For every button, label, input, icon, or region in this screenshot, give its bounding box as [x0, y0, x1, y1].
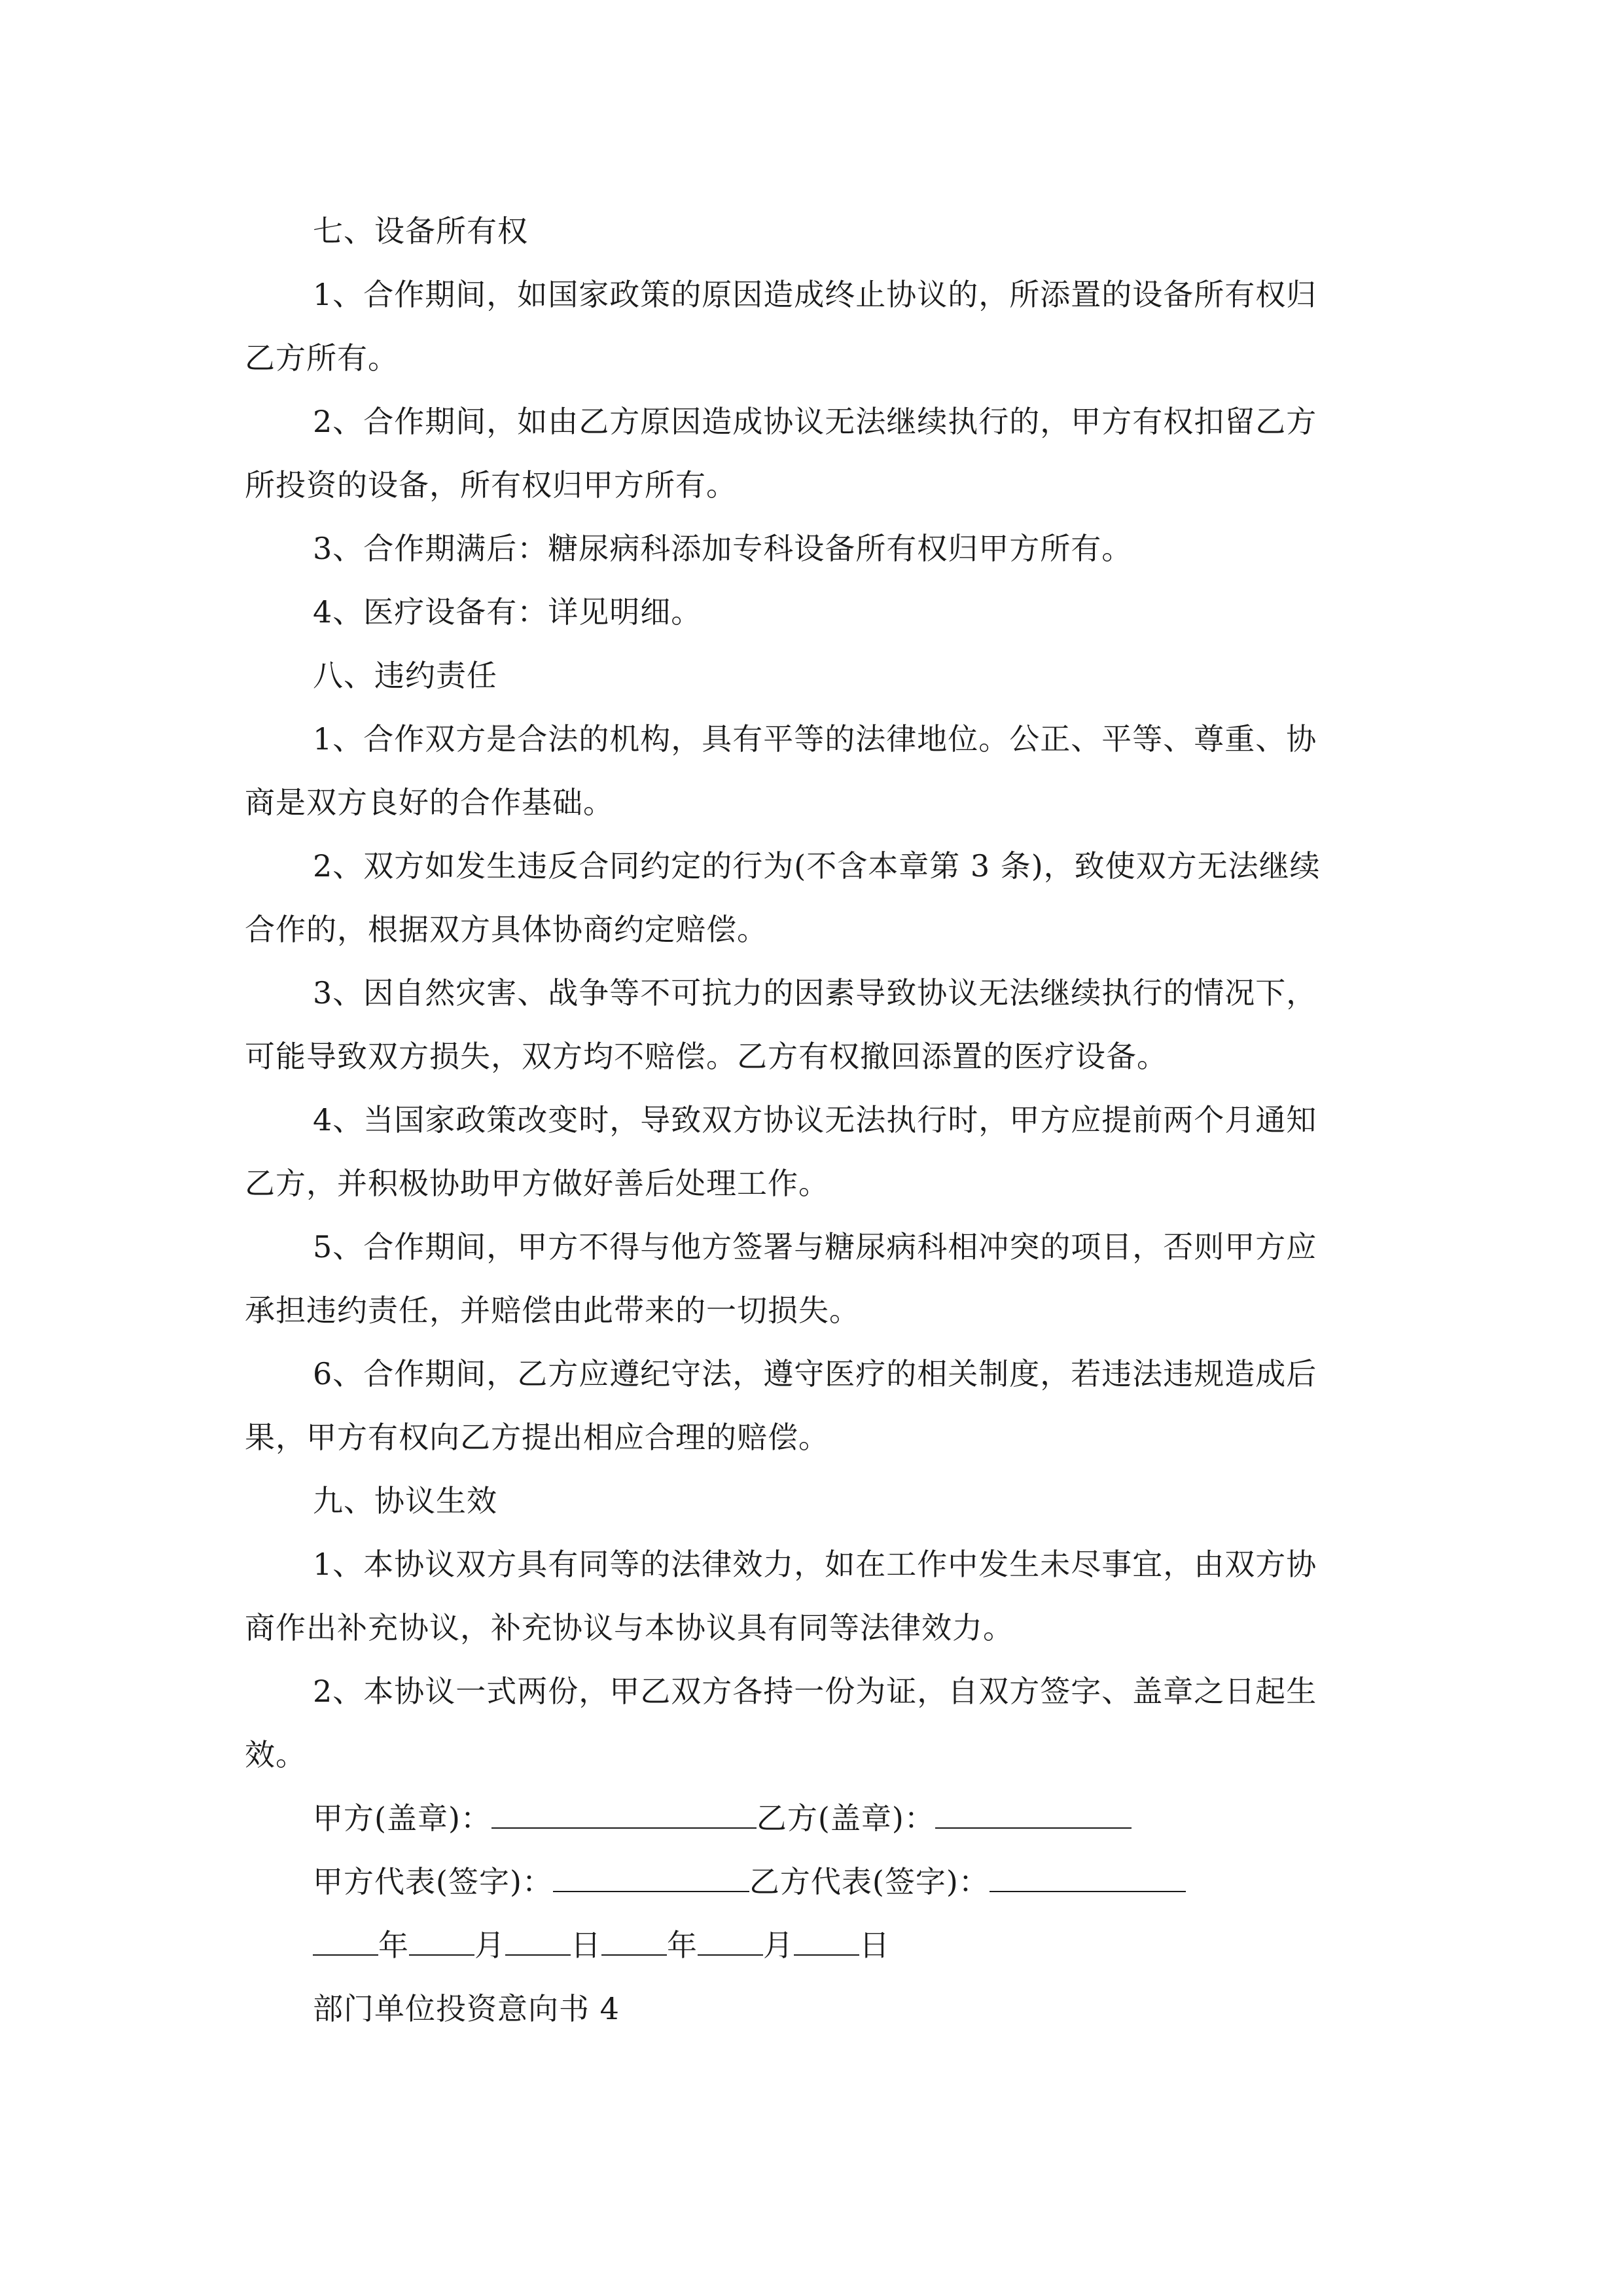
- section-heading: 九、协议生效: [313, 1483, 497, 1518]
- paragraph-line: 2、本协议一式两份，甲乙双方各持一份为证，自双方签字、盖章之日起生: [313, 1674, 1317, 1709]
- year-label: 年: [667, 1928, 698, 1963]
- paragraph-line: 3、合作期满后：糖尿病科添加专科设备所有权归甲方所有。: [313, 531, 1133, 566]
- paragraph-line: 4、医疗设备有：详见明细。: [313, 594, 702, 630]
- paragraph-line: 5、合作期间，甲方不得与他方签署与糖尿病科相冲突的项目，否则甲方应: [313, 1229, 1317, 1265]
- paragraph-line: 可能导致双方损失，双方均不赔偿。乙方有权撤回添置的医疗设备。: [245, 1039, 1168, 1074]
- paragraph-line: 6、合作期间，乙方应遵纪守法，遵守医疗的相关制度，若违法违规造成后: [313, 1356, 1317, 1391]
- paragraph-line: 3、因自然灾害、战争等不可抗力的因素导致协议无法继续执行的情况下，: [313, 975, 1317, 1011]
- paragraph-line: 1、本协议双方具有同等的法律效力，如在工作中发生未尽事宜，由双方协: [313, 1547, 1317, 1582]
- month-label: 月: [474, 1928, 505, 1963]
- day-label: 日: [859, 1928, 890, 1963]
- party-a-seal-field[interactable]: [491, 1801, 757, 1829]
- paragraph-line: 商作出补充协议，补充协议与本协议具有同等法律效力。: [245, 1610, 1014, 1645]
- party-b-month-field[interactable]: [698, 1928, 763, 1956]
- party-b-seal-label: 乙方(盖章)：: [756, 1801, 935, 1836]
- party-b-rep-field[interactable]: [990, 1865, 1186, 1892]
- month-label: 月: [763, 1928, 794, 1963]
- party-a-day-field[interactable]: [505, 1928, 571, 1956]
- paragraph-line: 2、双方如发生违反合同约定的行为(不含本章第 3 条)，致使双方无法继续: [313, 848, 1321, 884]
- day-label: 日: [571, 1928, 601, 1963]
- party-b-year-field[interactable]: [601, 1928, 667, 1956]
- paragraph-line: 2、合作期间，如由乙方原因造成协议无法继续执行的，甲方有权扣留乙方: [313, 404, 1317, 439]
- seal-row: [245, 1787, 1383, 1850]
- party-b-day-field[interactable]: [794, 1928, 859, 1956]
- paragraph-line: 4、当国家政策改变时，导致双方协议无法执行时，甲方应提前两个月通知: [313, 1102, 1317, 1138]
- date-row: [245, 1914, 1383, 1977]
- section-heading: 八、违约责任: [313, 658, 497, 693]
- party-a-seal-label: 甲方(盖章)：: [313, 1801, 491, 1836]
- document-page: [245, 200, 1383, 2041]
- section-heading: 七、设备所有权: [313, 213, 528, 249]
- paragraph-line: 合作的，根据双方具体协商约定赔偿。: [245, 912, 768, 947]
- paragraph-line: 1、合作期间，如国家政策的原因造成终止协议的，所添置的设备所有权归: [313, 277, 1317, 312]
- party-a-year-field[interactable]: [313, 1928, 378, 1956]
- paragraph-line: 商是双方良好的合作基础。: [245, 785, 614, 820]
- paragraph-line: 乙方所有。: [245, 340, 399, 376]
- representative-row: [245, 1850, 1383, 1914]
- paragraph-line: 效。: [245, 1737, 306, 1772]
- party-a-month-field[interactable]: [409, 1928, 474, 1956]
- paragraph-line: 所投资的设备，所有权归甲方所有。: [245, 467, 737, 503]
- paragraph-line: 乙方，并积极协助甲方做好善后处理工作。: [245, 1166, 829, 1201]
- paragraph-line: 承担违约责任，并赔偿由此带来的一切损失。: [245, 1293, 860, 1328]
- party-a-rep-field[interactable]: [553, 1865, 749, 1892]
- year-label: 年: [378, 1928, 409, 1963]
- next-document-title: 部门单位投资意向书 4: [313, 1991, 620, 2026]
- paragraph-line: 1、合作双方是合法的机构，具有平等的法律地位。公正、平等、尊重、协: [313, 721, 1317, 757]
- party-b-rep-label: 乙方代表(签字)：: [749, 1864, 990, 1899]
- party-b-seal-field[interactable]: [935, 1801, 1132, 1829]
- party-a-rep-label: 甲方代表(签字)：: [313, 1864, 553, 1899]
- paragraph-line: 果，甲方有权向乙方提出相应合理的赔偿。: [245, 1420, 829, 1455]
